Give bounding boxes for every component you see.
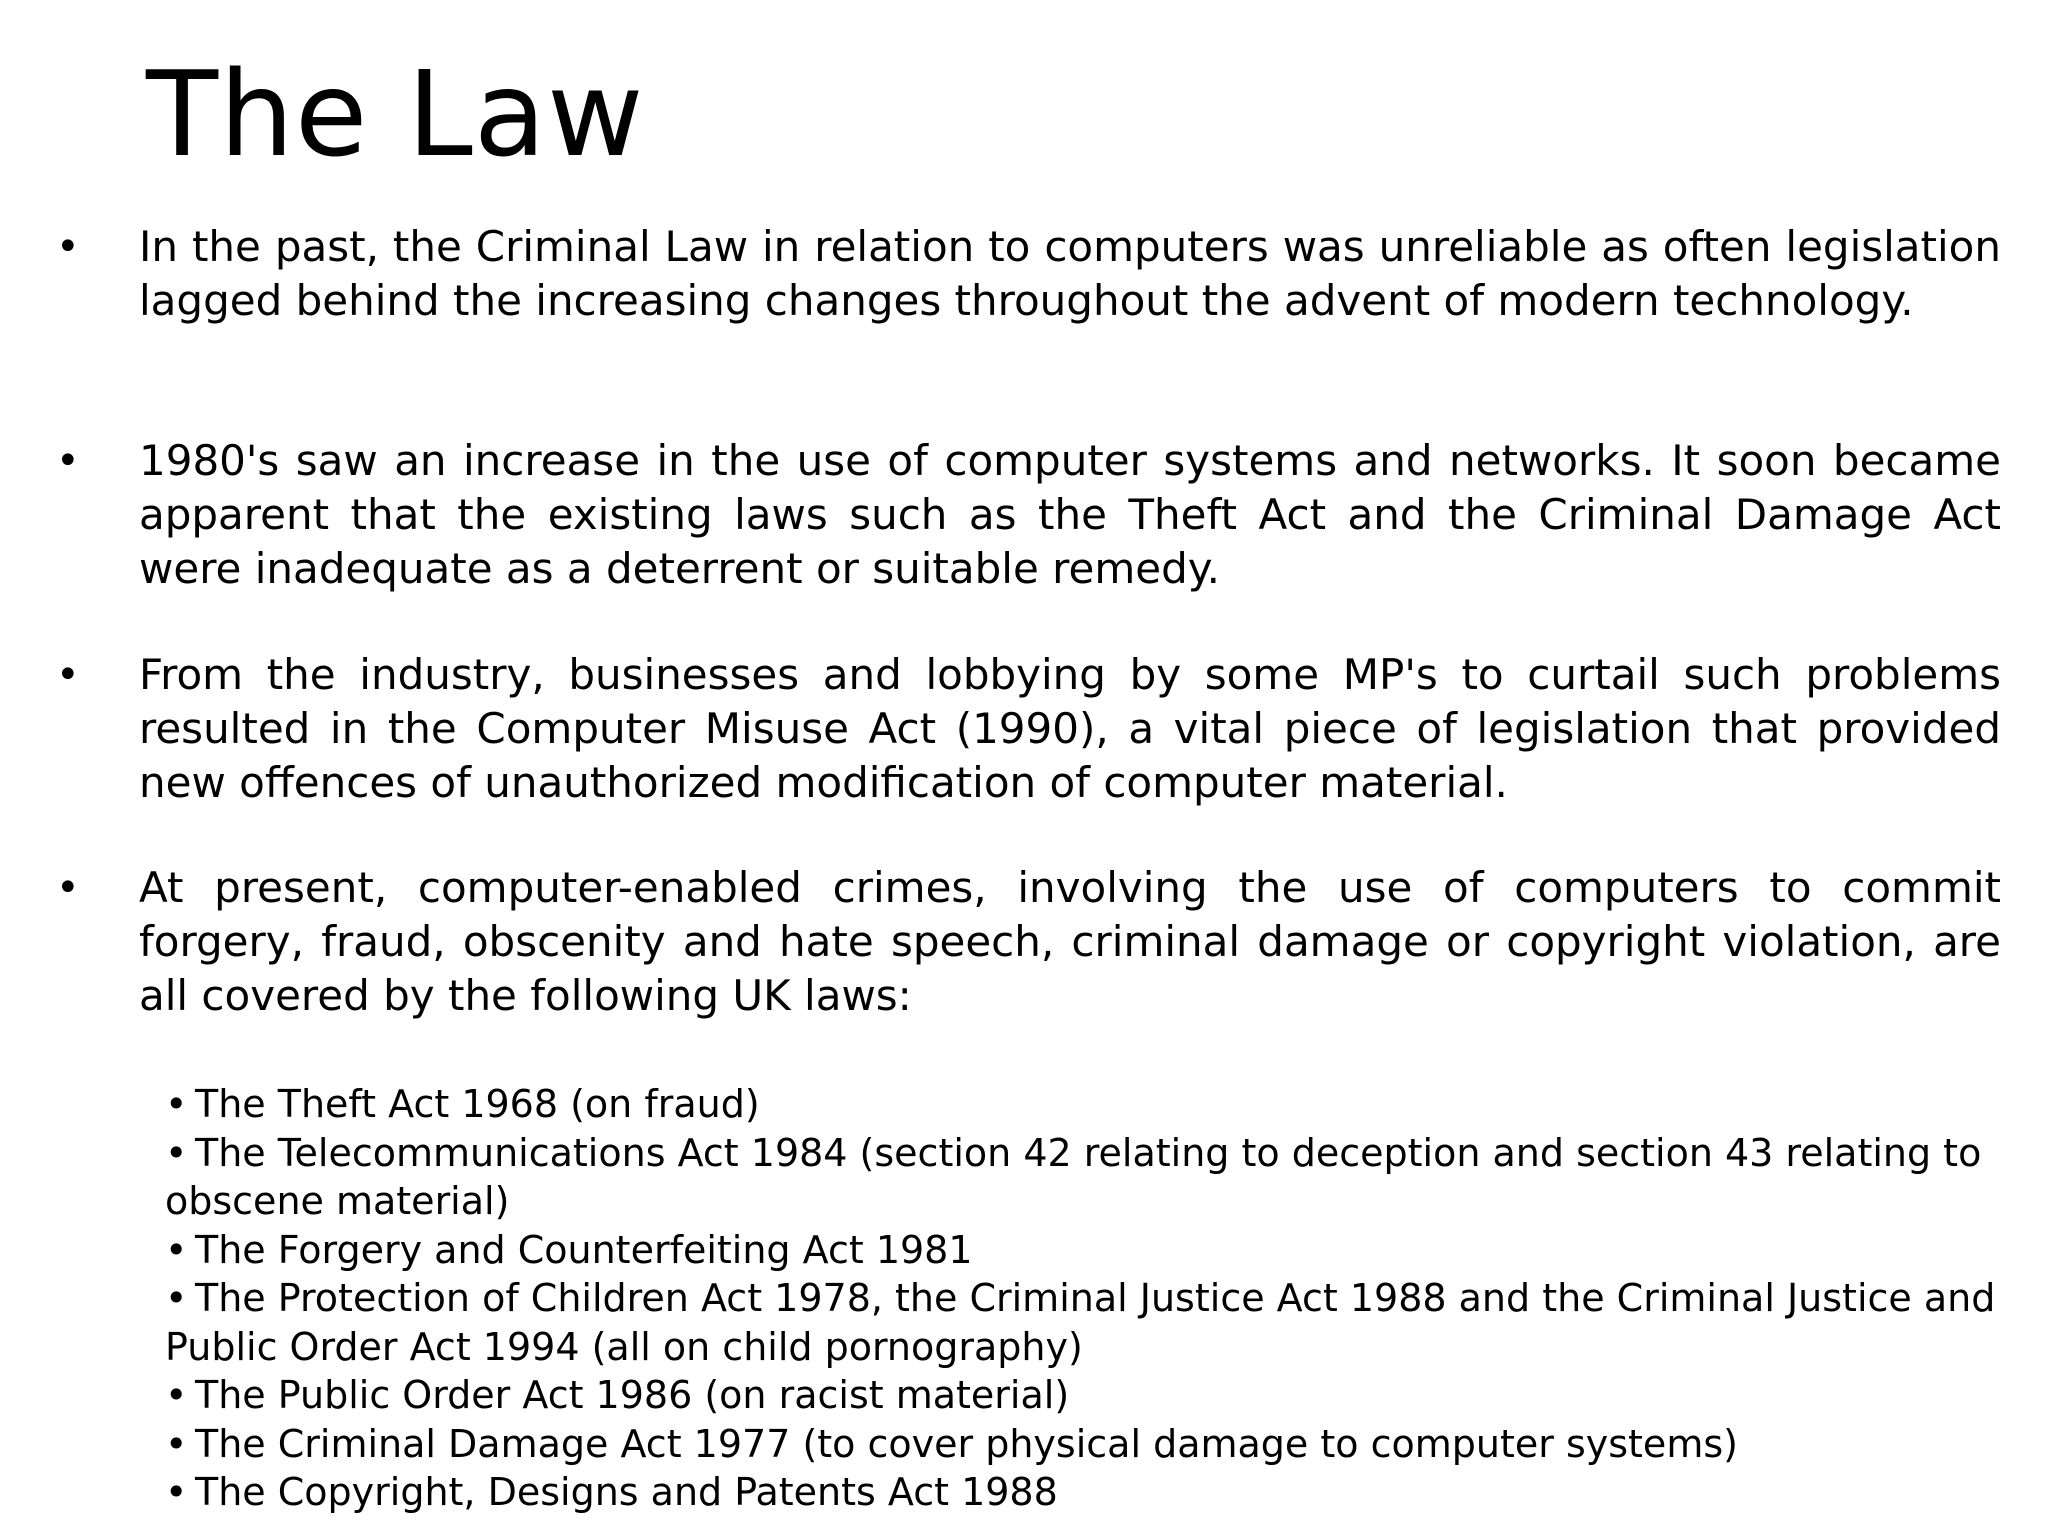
sub-bullet-marker: • (165, 1130, 188, 1175)
bullet-marker: • (56, 224, 80, 270)
law-text: The Protection of Children Act 1978, the Criminal Justice Act 1988 and the Criminal Justice and Public Order Act 1994 (all on child pornography) (165, 1276, 1996, 1369)
law-item (165, 1129, 2005, 1226)
bullet-marker: • (56, 652, 80, 698)
law-item (165, 1226, 2005, 1275)
law-item (165, 1080, 2005, 1129)
law-item (165, 1420, 2005, 1469)
sub-bullet-marker: • (165, 1276, 188, 1320)
law-item (165, 1371, 2005, 1420)
law-text: The Copyright, Designs and Patents Act 1988 (195, 1470, 1058, 1514)
law-text: The Forgery and Counterfeiting Act 1981 (195, 1227, 973, 1272)
law-item (165, 1274, 2005, 1371)
bullet-marker: • (56, 438, 80, 484)
law-text: The Public Order Act 1986 (on racist material) (195, 1373, 1070, 1417)
law-item (165, 1468, 2005, 1517)
law-text: The Criminal Damage Act 1977 (to cover physical damage to computer systems) (195, 1421, 1738, 1466)
sub-bullet-marker: • (165, 1373, 188, 1417)
law-text: The Theft Act 1968 (on fraud) (195, 1082, 760, 1126)
uk-laws-list (165, 1080, 2005, 1517)
bullet-marker: • (56, 865, 80, 911)
bullet-text: 1980's saw an increase in the use of computer systems and networks. It soon became apparent that the existing laws such as the Theft Act and the Criminal Damage Act were inadequate as a deterrent or suitable remedy. (139, 436, 2001, 593)
bullet-text: From the industry, businesses and lobbying by some MP's to curtail such problems resulted in the Computer Misuse Act (1990), a vital piece of legislation that provided new offences of unauthorized modification of computer material. (139, 650, 2001, 807)
law-text: The Telecommunications Act 1984 (section 42 relating to deception and section 43 relating to obscene material) (165, 1130, 1982, 1223)
sub-bullet-marker: • (165, 1227, 188, 1272)
sub-bullet-marker: • (165, 1470, 188, 1514)
slide-title: The Law (146, 45, 645, 183)
bullet-text: At present, computer-enabled crimes, involving the use of computers to commit forgery, fraud, obscenity and hate speech, criminal damage or copyright violation, are all covered by the following UK laws: (139, 863, 2001, 1020)
sub-bullet-marker: • (165, 1421, 188, 1466)
sub-bullet-marker: • (165, 1082, 188, 1126)
bullet-text: In the past, the Criminal Law in relation to computers was unreliable as often legislation lagged behind the increasing changes throughout the advent of modern technology. (139, 222, 2001, 325)
